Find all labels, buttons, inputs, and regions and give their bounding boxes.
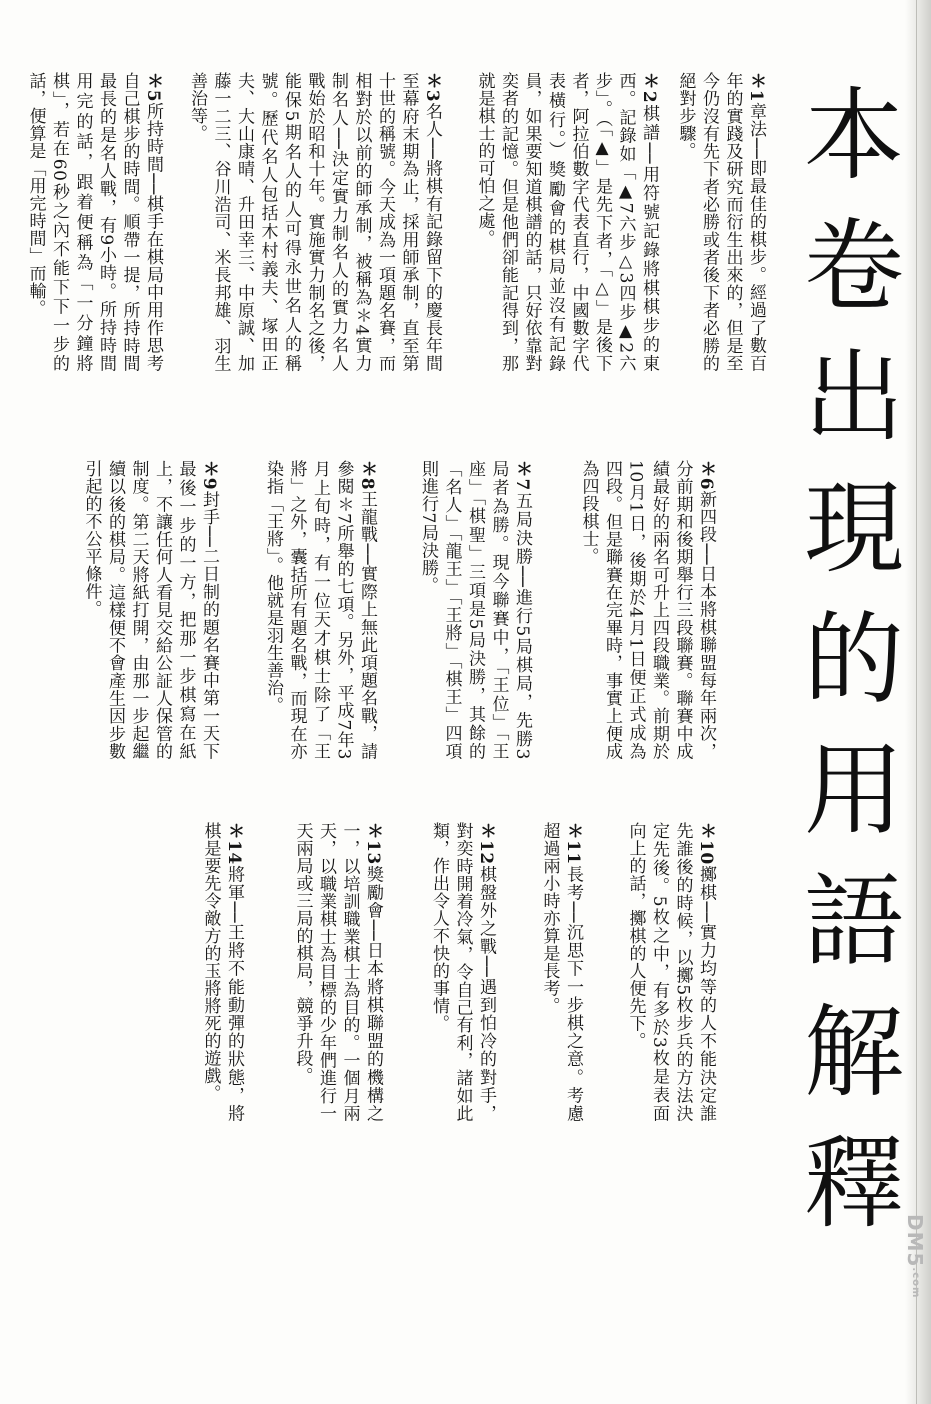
note-7-number: ＊7: [512, 460, 532, 491]
page-title: 本卷出現的用語解釋: [787, 82, 904, 1261]
note-13-text: 獎勵會──日本將棋聯盟的機構之一，以培訓職業棋士為目的。一個月兩天，以職業棋士為目標的少年們進行一天兩局或三局的棋局，競爭升段。: [292, 822, 383, 1122]
note-10-number: ＊10: [696, 822, 716, 865]
note-7-text: 五局決勝──進行5局棋局，先勝3局者為勝。現今聯賽中，「王位」「王座」「棋聖」三項是5局決勝，其餘的「名人」「龍王」「王將」「棋王」四項則進行7局決勝。: [418, 460, 532, 760]
note-13-number: ＊13: [363, 822, 383, 865]
note-12-text: 棋盤外之戰──遇到怕冷的對手，對奕時開着冷氣，令自己有利，諸如此類，作出令人不快的事情。: [429, 822, 496, 1122]
note-14: [166, 822, 245, 1122]
note-6-number: ＊6: [696, 460, 716, 491]
note-9-number: ＊9: [199, 460, 219, 491]
note-2: [448, 72, 660, 372]
note-5: [2, 72, 164, 372]
note-11-text: 長考──沉思下一步棋之意。考慮超過兩小時亦算是長考。: [539, 822, 583, 1122]
note-11: [508, 822, 584, 1122]
note-2-number: ＊2: [639, 72, 659, 104]
note-5-text: 所持時間──棋手在棋局中用作思考自己棋步的時間。順帶一提，所持時間最長的是名人戰，有9小時。所持時間用完的話，跟着便稱為「一分鐘將棋」，若在60秒之內不能下下一步的話，便算是「用完時間」而輸。: [25, 72, 163, 372]
note-12: [395, 822, 497, 1122]
note-9-text: 封手──二日制的題名賽中第一天下最後一步的一方，把那一步棋寫在紙上，不讓任何人看見交給公証人保管的制度。第二天將紙打開，由那一步起繼續以後的棋局。這樣便不會產生因步數引起的不公平條件。: [81, 460, 219, 760]
note-13: [256, 822, 384, 1122]
note-1-text: 章法──即最佳的棋步。經過了數百年的實踐及研究而衍生出來的，但是至今仍沒有先下者必勝或者後下者必勝的絕對步驟。: [675, 72, 766, 372]
note-6-text: 新四段──日本將棋聯盟每年兩次，分前期和後期舉行三段聯賽。聯賽中成績最好的兩名可升上四段職業。前期於10月1日，後期於4月1日便正式成為四段。但是聯賽在完畢時，事實上便成為四段棋士。: [578, 460, 716, 760]
gutter-line: [916, 0, 917, 1404]
note-3: [177, 72, 443, 372]
note-11-number: ＊11: [563, 822, 583, 865]
note-1: [667, 72, 767, 372]
watermark-main: DM5: [903, 1214, 927, 1268]
page-gutter: [905, 0, 931, 1404]
note-3-text: 名人──將棋有記錄留下的慶長年間至幕府末期為止，採用師承制，直至第十世的稱號。今天成為一項題名賽，而相對於以前的師承制，被稱為＊4實力制名人──決定實力制名人的實力名人戰始於昭和十年。實施實力制名之後，能保5期名人的人可得永世名人的稱號。歷代名人包括木村義夫、塚田正夫、大山康晴、升田幸三、中原誠、加藤一二三、谷川浩司、米長邦雄、羽生善治等。: [187, 72, 442, 372]
note-2-text: 棋譜──用符號記錄將棋棋步的東西。記錄如「▲7六步△3四步▲2六步」。（「▲」是先下者，「△」是後下者，阿拉伯數字代表直行，中國數字代表橫行。）獎勵會的棋局並沒有記錄員，如果要知道棋譜的話，只好依靠對奕者的記憶。但是他們卻能記得到，那就是棋士的可怕之處。: [474, 72, 659, 372]
note-5-number: ＊5: [143, 72, 163, 103]
note-14-text: 將軍──王將不能動彈的狀態，將棋是要先令敵方的玉將將死的遊戲。: [200, 822, 244, 1122]
note-10: [595, 822, 717, 1122]
note-8: [233, 460, 378, 760]
note-8-number: ＊8: [357, 460, 377, 491]
note-14-number: ＊14: [224, 822, 244, 865]
note-12-number: ＊12: [476, 822, 496, 865]
note-1-number: ＊1: [746, 72, 766, 103]
note-9: [57, 460, 220, 760]
note-7: [385, 460, 533, 760]
note-8-text: 王龍戰──實際上無此項題名戰，請參閱＊7所舉的七項。另外，平成7年3月上旬時，有一位天才棋士除了「王將」之外，囊括所有題名戰，而現在亦染指「王將」。他就是羽生善治。: [263, 460, 377, 760]
note-6: [545, 460, 717, 760]
watermark-sub: .com: [910, 1267, 921, 1299]
note-3-number: ＊3: [422, 72, 442, 103]
site-watermark: [901, 1214, 927, 1364]
note-10-text: 擲棋──實力均等的人不能決定誰先誰後的時候，以擲5枚步兵的方法決定先後。5枚之中，有多於3枚是表面向上的話，擲棋的人便先下。: [625, 822, 716, 1122]
